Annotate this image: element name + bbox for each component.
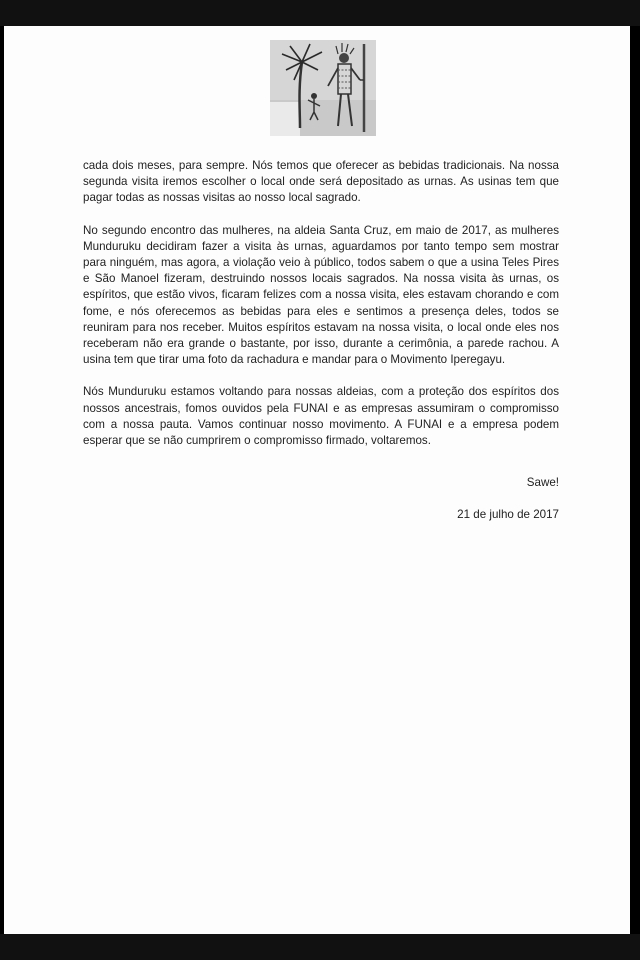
palm-tree-warrior-logo-icon <box>270 40 376 136</box>
document-page <box>4 26 630 934</box>
top-frame-bar <box>0 0 640 26</box>
paragraph-2: No segundo encontro das mulheres, na aldeia Santa Cruz, em maio de 2017, as mulheres Munduruku decidiram fazer a visita às urnas, aguardamos por tanto tempo sem mostrar para ninguém, mas agora, a violação veio à público, todos sabem o que a usina Teles Pires e São Manoel fizeram, destruindo nossos locais sagrados. Na nossa visita às urnas, os espíritos, que estão vivos, ficaram felizes com a nossa visita, eles estavam chorando e com fome, e nós oferecemos as bebidas para eles e sentimos a presença deles, todos se reuniram para nos receber. Muitos espíritos estavam na nossa visita, o local onde eles nos receberam não era grande o bastante, por isso, durante a cerimônia, a parede rachou. A usina tem que tirar uma foto da rachadura e mandar para o Movimento Iperegayu. <box>83 223 559 367</box>
letter-body <box>83 158 559 524</box>
bottom-frame-bar <box>0 934 640 960</box>
closing-salutation: Sawe! <box>526 476 559 490</box>
letter-date: 21 de julho de 2017 <box>457 508 559 522</box>
paragraph-1: cada dois meses, para sempre. Nós temos que oferecer as bebidas tradicionais. Na nossa segunda visita iremos escolher o local onde será depositado as urnas. As usinas tem que pagar todas as nossas visitas ao nosso local sagrado. <box>83 159 559 205</box>
paragraph-3: Nós Munduruku estamos voltando para nossas aldeias, com a proteção dos espíritos dos nossos ancestrais, fomos ouvidos pela FUNAI e as empresas assumiram o compromisso com a nossa pauta. Vamos continuar nosso movimento. A FUNAI e a empresa podem esperar que se não cumprirem o compromisso firmado, voltaremos. <box>83 385 559 448</box>
